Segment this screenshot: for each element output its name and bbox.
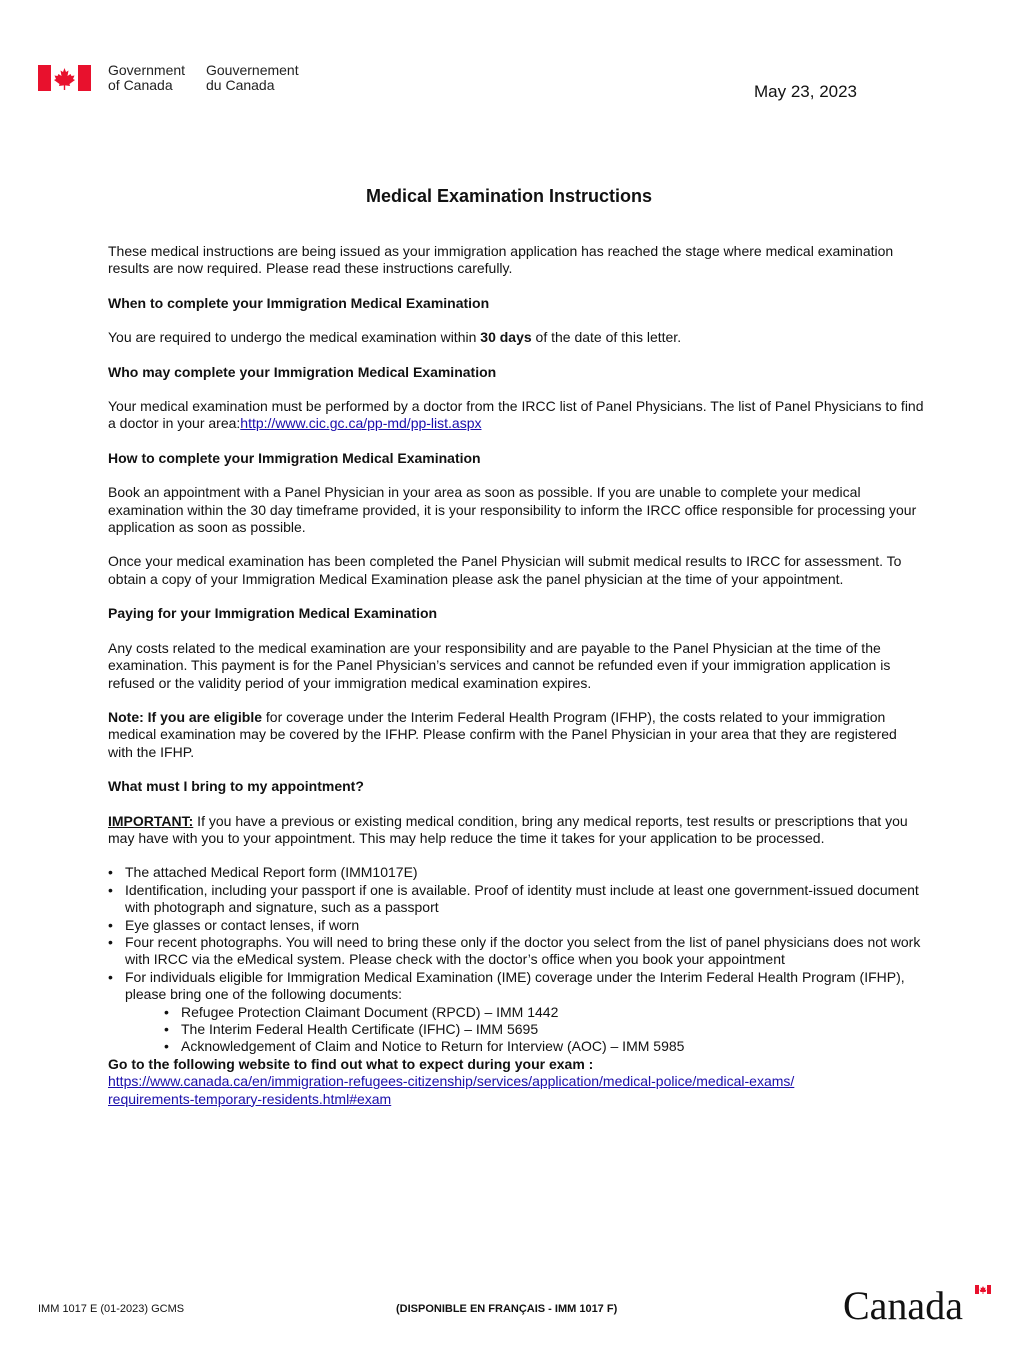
form-code: IMM 1017 E (01-2023) GCMS <box>38 1303 185 1315</box>
sub-list-item: • The Interim Federal Health Certificate (IFHC) – IMM 5695 <box>164 1021 924 1038</box>
gov-fr-line1: Gouvernement <box>206 62 299 78</box>
exam-website-link[interactable] <box>108 1073 794 1106</box>
when-text-post: of the date of this letter. <box>531 329 682 346</box>
website-heading: Go to the following website to find out what to expect during your exam : <box>108 1055 594 1072</box>
note-paragraph <box>108 709 924 761</box>
pay-paragraph: Any costs related to the medical examination are your responsibility and are payable to the Panel Physician at the time of the examination. This payment is for the Panel Physician’s services and cannot be refunded even if your immigration application is refused or the validity period of your immigration medical examination expires. <box>108 639 891 691</box>
intro-paragraph: These medical instructions are being issued as your immigration application has reached the stage where medical examination results are now required. Please read these instructions carefully. <box>108 243 894 277</box>
list-item-text: For individuals eligible for Immigration Medical Examination (IME) coverage under the Interim Federal Health Program (IFHP), please bring one of the following documents: <box>125 968 905 1003</box>
list-item: • Eye glasses or contact lenses, if worn <box>108 917 924 934</box>
gov-fr-line2: du Canada <box>206 77 275 93</box>
wordmark-flag-icon <box>975 1285 991 1294</box>
list-item: • The attached Medical Report form (IMM1017E) <box>108 864 924 881</box>
list-item: • Four recent photographs. You will need to bring these only if the doctor you select from the list of panel physicians does not work with IRCC via the eMedical system. Please check with the doctor’s office when you book your appointment <box>108 934 924 969</box>
important-paragraph <box>108 813 924 848</box>
sub-list-item: • Acknowledgement of Claim and Notice to Return for Interview (AOC) – IMM 5985 <box>164 1038 924 1055</box>
sub-list-item: • Refugee Protection Claimant Document (RPCD) – IMM 1442 <box>164 1004 924 1021</box>
note-label: Note: If you are eligible <box>108 708 263 725</box>
letter-date: May 23, 2023 <box>754 82 858 101</box>
documents-sublist <box>125 1004 924 1056</box>
gov-en-line1: Government <box>108 62 186 78</box>
bring-list <box>108 864 924 1055</box>
how-heading: How to complete your Immigration Medical Examination <box>108 449 481 466</box>
bring-heading: What must I bring to my appointment? <box>108 778 364 795</box>
exam-website-link-block <box>108 1073 924 1108</box>
when-text-pre: You are required to undergo the medical examination within <box>108 329 481 346</box>
important-label: IMPORTANT: <box>108 812 194 829</box>
when-text-bold: 30 days <box>480 329 532 346</box>
pay-heading: Paying for your Immigration Medical Examination <box>108 605 438 622</box>
list-item <box>108 969 924 1056</box>
government-of-canada-fr <box>206 63 299 93</box>
when-paragraph <box>108 329 924 346</box>
who-heading: Who may complete your Immigration Medical Examination <box>108 363 497 380</box>
canada-flag-icon <box>38 65 91 91</box>
exam-link-line1: https://www.canada.ca/en/immigration-refugees-citizenship/services/application/medical-police/medical-exams/ <box>108 1073 795 1090</box>
who-text: Your medical examination must be performed by a doctor from the IRCC list of Panel Physicians. The list of Panel Physicians to find a doctor in your area: <box>108 398 924 432</box>
exam-link-line2: requirements-temporary-residents.html#exam <box>108 1090 392 1107</box>
page-title: Medical Examination Instructions <box>365 186 653 206</box>
important-text: If you have a previous or existing medical condition, bring any medical reports, test results or prescriptions that you may have with you to your appointment. This may help reduce the time it takes for your application to be processed. <box>108 812 908 846</box>
list-item: • Identification, including your passport if one is available. Proof of identity must include at least one government-issued document with photograph and signature, such as a passport <box>108 882 924 917</box>
wordmark-text: Canada <box>843 1283 963 1325</box>
who-paragraph <box>108 398 924 433</box>
french-availability-note: (DISPONIBLE EN FRANÇAIS - IMM 1017 F) <box>396 1303 618 1315</box>
when-heading: When to complete your Immigration Medical Examination <box>108 294 490 311</box>
letter-body <box>108 243 924 1108</box>
how-paragraph-1: Book an appointment with a Panel Physician in your area as soon as possible. If you are unable to complete your medical examination within the 30 day timeframe provided, it is your responsibility to inform the IRCC office responsible for processing your application as soon as possible. <box>108 484 917 536</box>
how-paragraph-2: Once your medical examination has been completed the Panel Physician will submit medical results to IRCC for assessment. To obtain a copy of your Immigration Medical Examination please ask the panel physician at the time of your appointment. <box>108 553 902 587</box>
gov-en-line2: of Canada <box>108 77 173 93</box>
canada-wordmark-logo <box>843 1283 993 1325</box>
government-of-canada-en <box>108 63 185 93</box>
note-text: for coverage under the Interim Federal Health Program (IFHP), the costs related to your immigration medical examination may be covered by the IFHP. Please confirm with the Panel Physician in your area that they are registered with the IFHP. <box>108 708 897 760</box>
panel-physicians-link[interactable]: http://www.cic.gc.ca/pp-md/pp-list.aspx <box>240 415 482 432</box>
